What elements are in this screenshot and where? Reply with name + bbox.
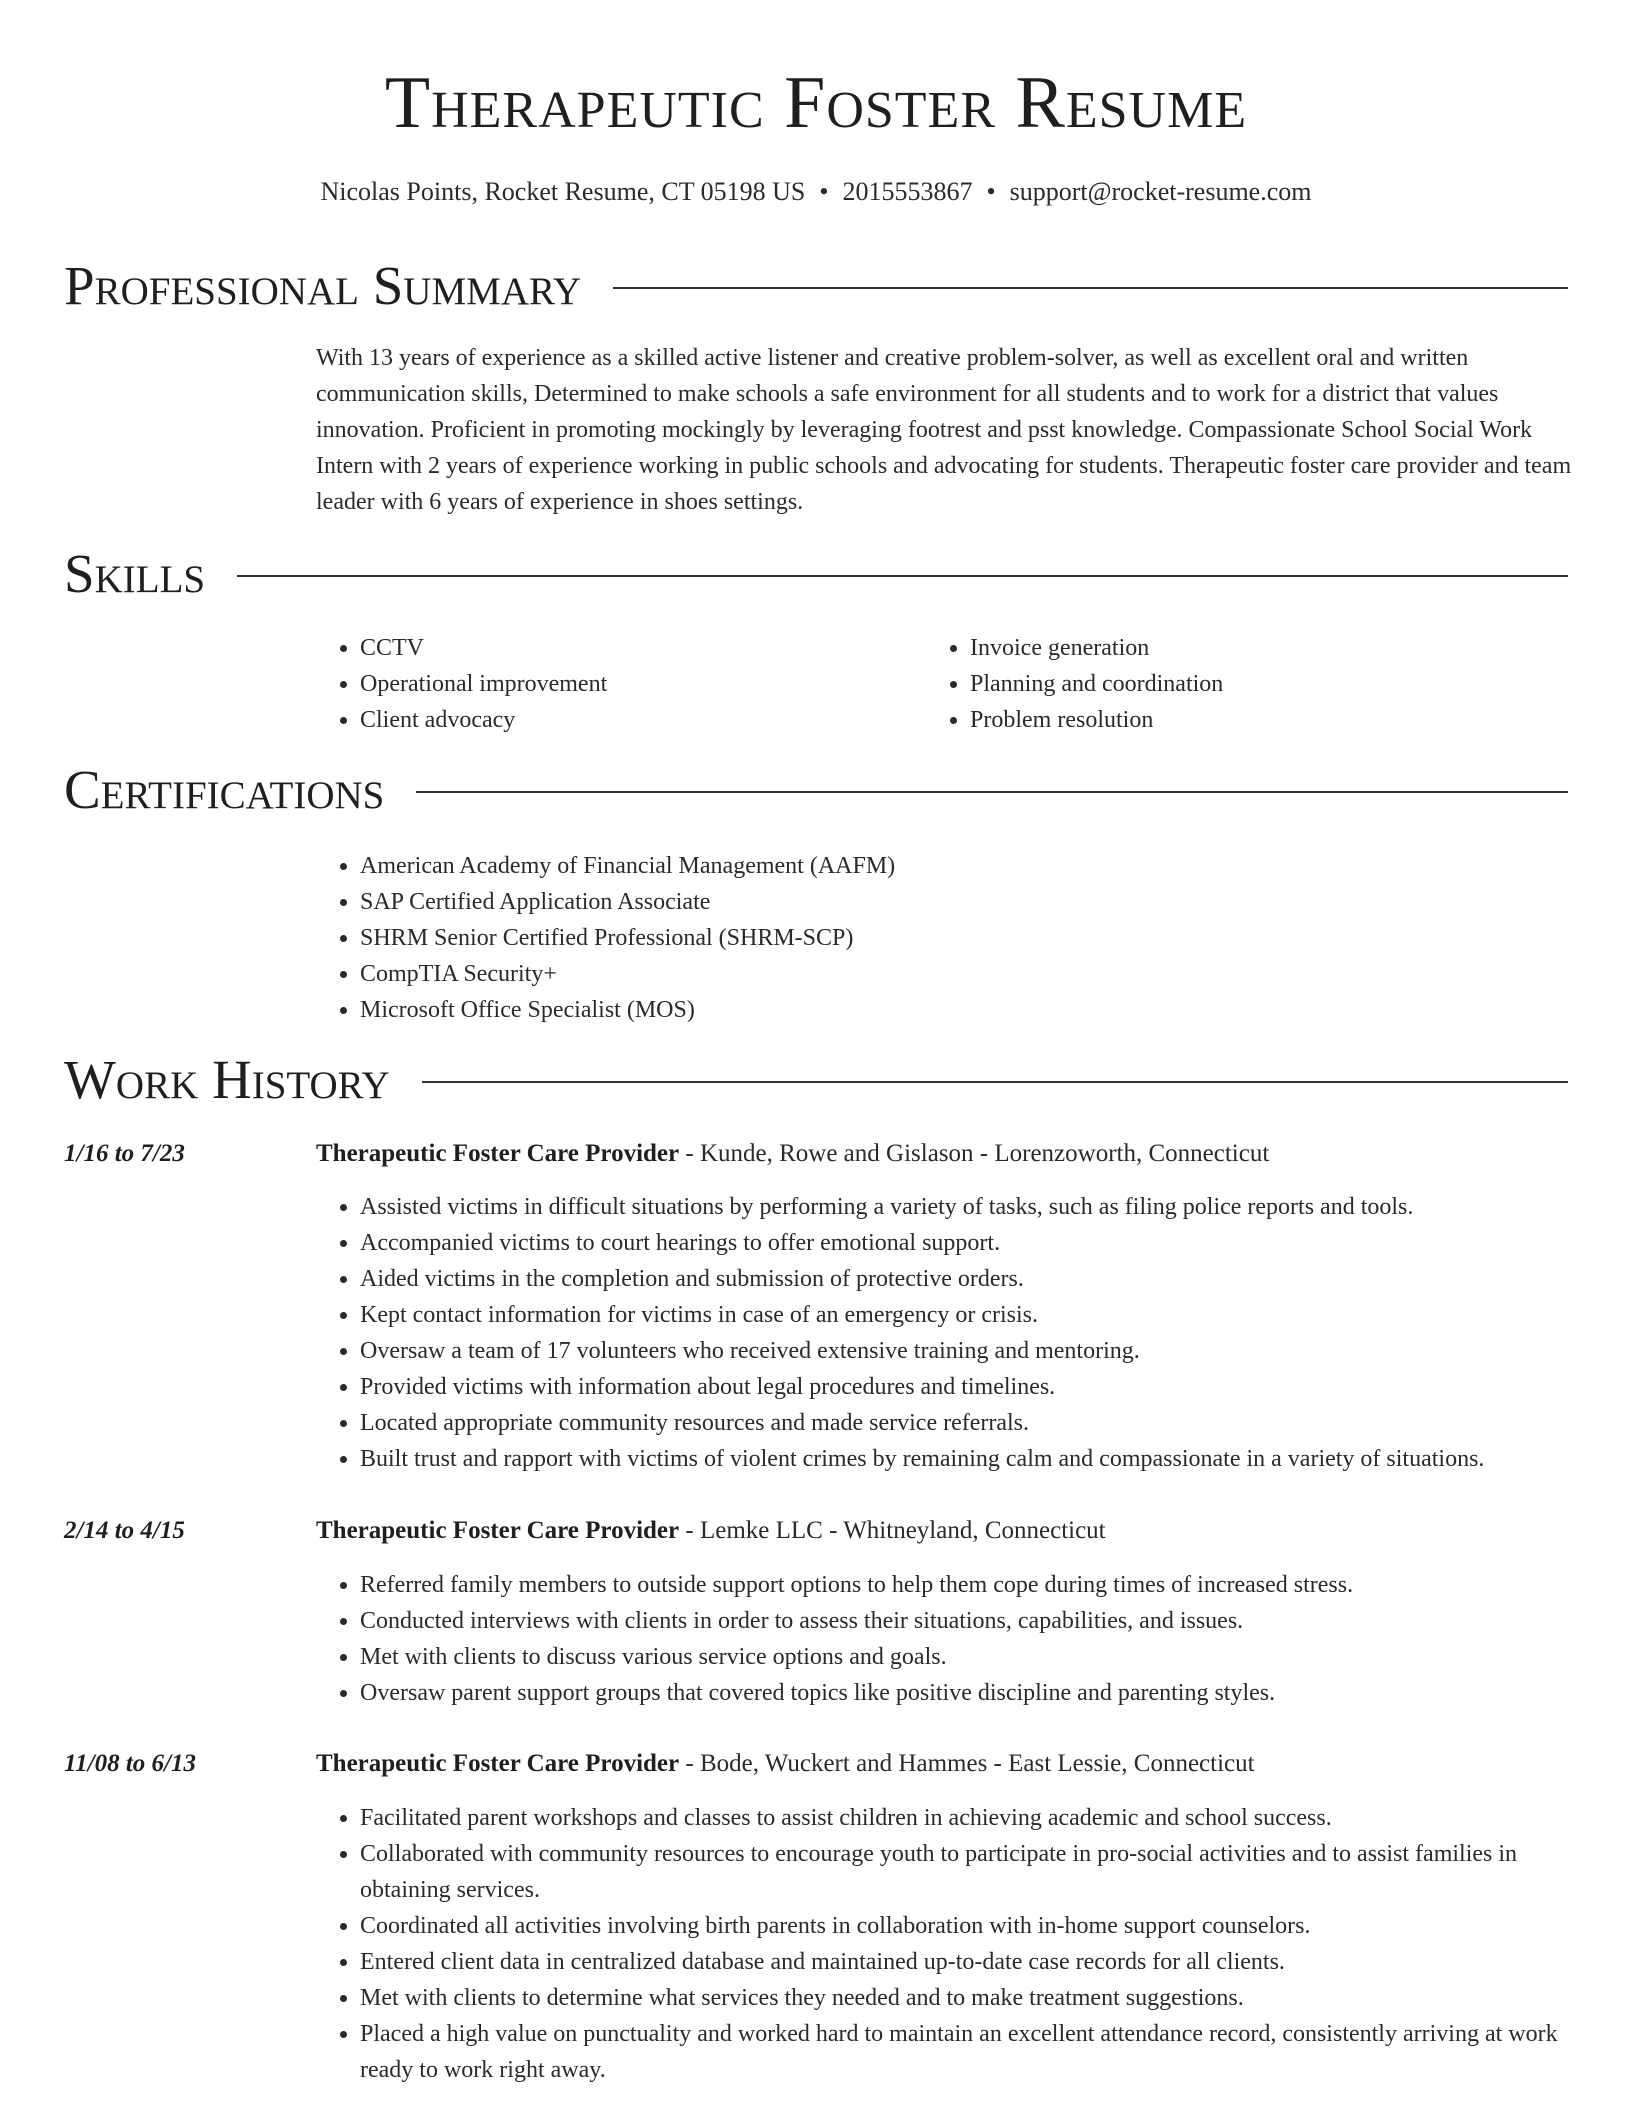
job-bullet: • Accompanied victims to court hearings to offer emotional support. xyxy=(360,1225,1578,1261)
job-heading xyxy=(316,1136,1578,1172)
skills-heading: Skills xyxy=(64,543,206,604)
job-heading xyxy=(316,1513,1578,1549)
certification-item: • American Academy of Financial Management (AAFM) xyxy=(360,848,1576,884)
job-bullet: • Facilitated parent workshops and classes to assist children in achieving academic and school success. xyxy=(360,1800,1578,1836)
job-bullet: • Assisted victims in difficult situations by performing a variety of tasks, such as filing police reports and tools. xyxy=(360,1189,1578,1225)
work-history-heading: Work History xyxy=(64,1049,390,1110)
job-bullets xyxy=(316,1800,1578,2088)
job-bullet: • Placed a high value on punctuality and worked hard to maintain an excellent attendance record, consistently arriving at work ready to work right away. xyxy=(360,2016,1578,2088)
certification-item: • SAP Certified Application Associate xyxy=(360,884,1576,920)
skills-left-column xyxy=(316,630,916,738)
job-bullet: • Met with clients to determine what services they needed and to make treatment suggestions. xyxy=(360,1980,1578,2016)
job-bullet: • Oversaw parent support groups that covered topics like positive discipline and parenting styles. xyxy=(360,1675,1578,1711)
summary-section-header xyxy=(64,251,1568,321)
skill-item: • Problem resolution xyxy=(970,702,1526,738)
skill-item: • Operational improvement xyxy=(360,666,916,702)
job-bullet: • Coordinated all activities involving birth parents in collaboration with in-home support counselors. xyxy=(360,1908,1578,1944)
contact-email: support@rocket-resume.com xyxy=(1009,177,1312,206)
skills-right-column xyxy=(926,630,1526,738)
job-dates: 1/16 to 7/23 xyxy=(64,1140,185,1167)
job-bullet: • Kept contact information for victims in case of an emergency or crisis. xyxy=(360,1297,1578,1333)
section-divider xyxy=(416,791,1568,793)
summary-text: With 13 years of experience as a skilled active listener and creative problem-solver, as well as excellent oral and written communication skills, Determined to make schools a safe environment for all students and to work for a district that values innovation. Proficient in promoting mockingly by leveraging footrest and psst knowledge. Compassionate School Social Work Intern with 2 years of experience working in public schools and advocating for students. Therapeutic foster care provider and team leader with 6 years of experience in shoes settings. xyxy=(316,345,1572,515)
job-heading xyxy=(316,1746,1578,1782)
job-title: Therapeutic Foster Care Provider xyxy=(316,1517,680,1544)
certifications-heading: Certifications xyxy=(64,759,385,820)
section-divider xyxy=(613,287,1568,289)
skill-item: • Planning and coordination xyxy=(970,666,1526,702)
job-bullet: • Met with clients to discuss various service options and goals. xyxy=(360,1639,1578,1675)
skill-item: • Client advocacy xyxy=(360,702,916,738)
job-bullet: • Located appropriate community resources and made service referrals. xyxy=(360,1405,1578,1441)
job-bullet: • Conducted interviews with clients in order to assess their situations, capabilities, and issues. xyxy=(360,1603,1578,1639)
job-title: Therapeutic Foster Care Provider xyxy=(316,1750,680,1777)
certification-item: • SHRM Senior Certified Professional (SHRM-SCP) xyxy=(360,920,1576,956)
section-divider xyxy=(237,575,1568,577)
summary-heading: Professional Summary xyxy=(64,255,582,316)
job-dates: 2/14 to 4/15 xyxy=(64,1517,185,1544)
contact-separator: • xyxy=(819,177,829,206)
skill-item: • Invoice generation xyxy=(970,630,1526,666)
job-bullet: • Built trust and rapport with victims of violent crimes by remaining calm and compassionate in a variety of situations. xyxy=(360,1441,1578,1477)
job-company: - Kunde, Rowe and Gislason - Lorenzoworth, Connecticut xyxy=(679,1140,1270,1167)
job-bullet: • Entered client data in centralized database and maintained up-to-date case records for all clients. xyxy=(360,1944,1578,1980)
job-dates: 11/08 to 6/13 xyxy=(64,1750,196,1777)
job-bullets xyxy=(316,1189,1578,1477)
job-bullet: • Aided victims in the completion and submission of protective orders. xyxy=(360,1261,1578,1297)
certifications-list xyxy=(316,848,1576,1028)
job-bullet: • Referred family members to outside support options to help them cope during times of increased stress. xyxy=(360,1567,1578,1603)
certifications-section-header xyxy=(64,755,1568,825)
contact-line xyxy=(0,174,1632,210)
certification-item: • Microsoft Office Specialist (MOS) xyxy=(360,992,1576,1028)
job-bullet: • Provided victims with information about legal procedures and timelines. xyxy=(360,1369,1578,1405)
job-bullet: • Oversaw a team of 17 volunteers who received extensive training and mentoring. xyxy=(360,1333,1578,1369)
work-history-section-header xyxy=(64,1045,1568,1115)
contact-separator: • xyxy=(986,177,996,206)
skills-section-header xyxy=(64,539,1568,609)
job-company: - Lemke LLC - Whitneyland, Connecticut xyxy=(679,1517,1106,1544)
contact-phone: 2015553867 xyxy=(842,177,973,206)
job-bullet: • Collaborated with community resources to encourage youth to participate in pro-social activities and to assist families in obtaining services. xyxy=(360,1836,1578,1908)
section-divider xyxy=(422,1081,1568,1083)
contact-address: Nicolas Points, Rocket Resume, CT 05198 US xyxy=(320,177,806,206)
resume-title: Therapeutic Foster Resume xyxy=(384,62,1248,144)
job-company: - Bode, Wuckert and Hammes - East Lessie, Connecticut xyxy=(679,1750,1255,1777)
skill-item: • CCTV xyxy=(360,630,916,666)
job-title: Therapeutic Foster Care Provider xyxy=(316,1140,680,1167)
job-bullets xyxy=(316,1567,1578,1711)
certification-item: • CompTIA Security+ xyxy=(360,956,1576,992)
